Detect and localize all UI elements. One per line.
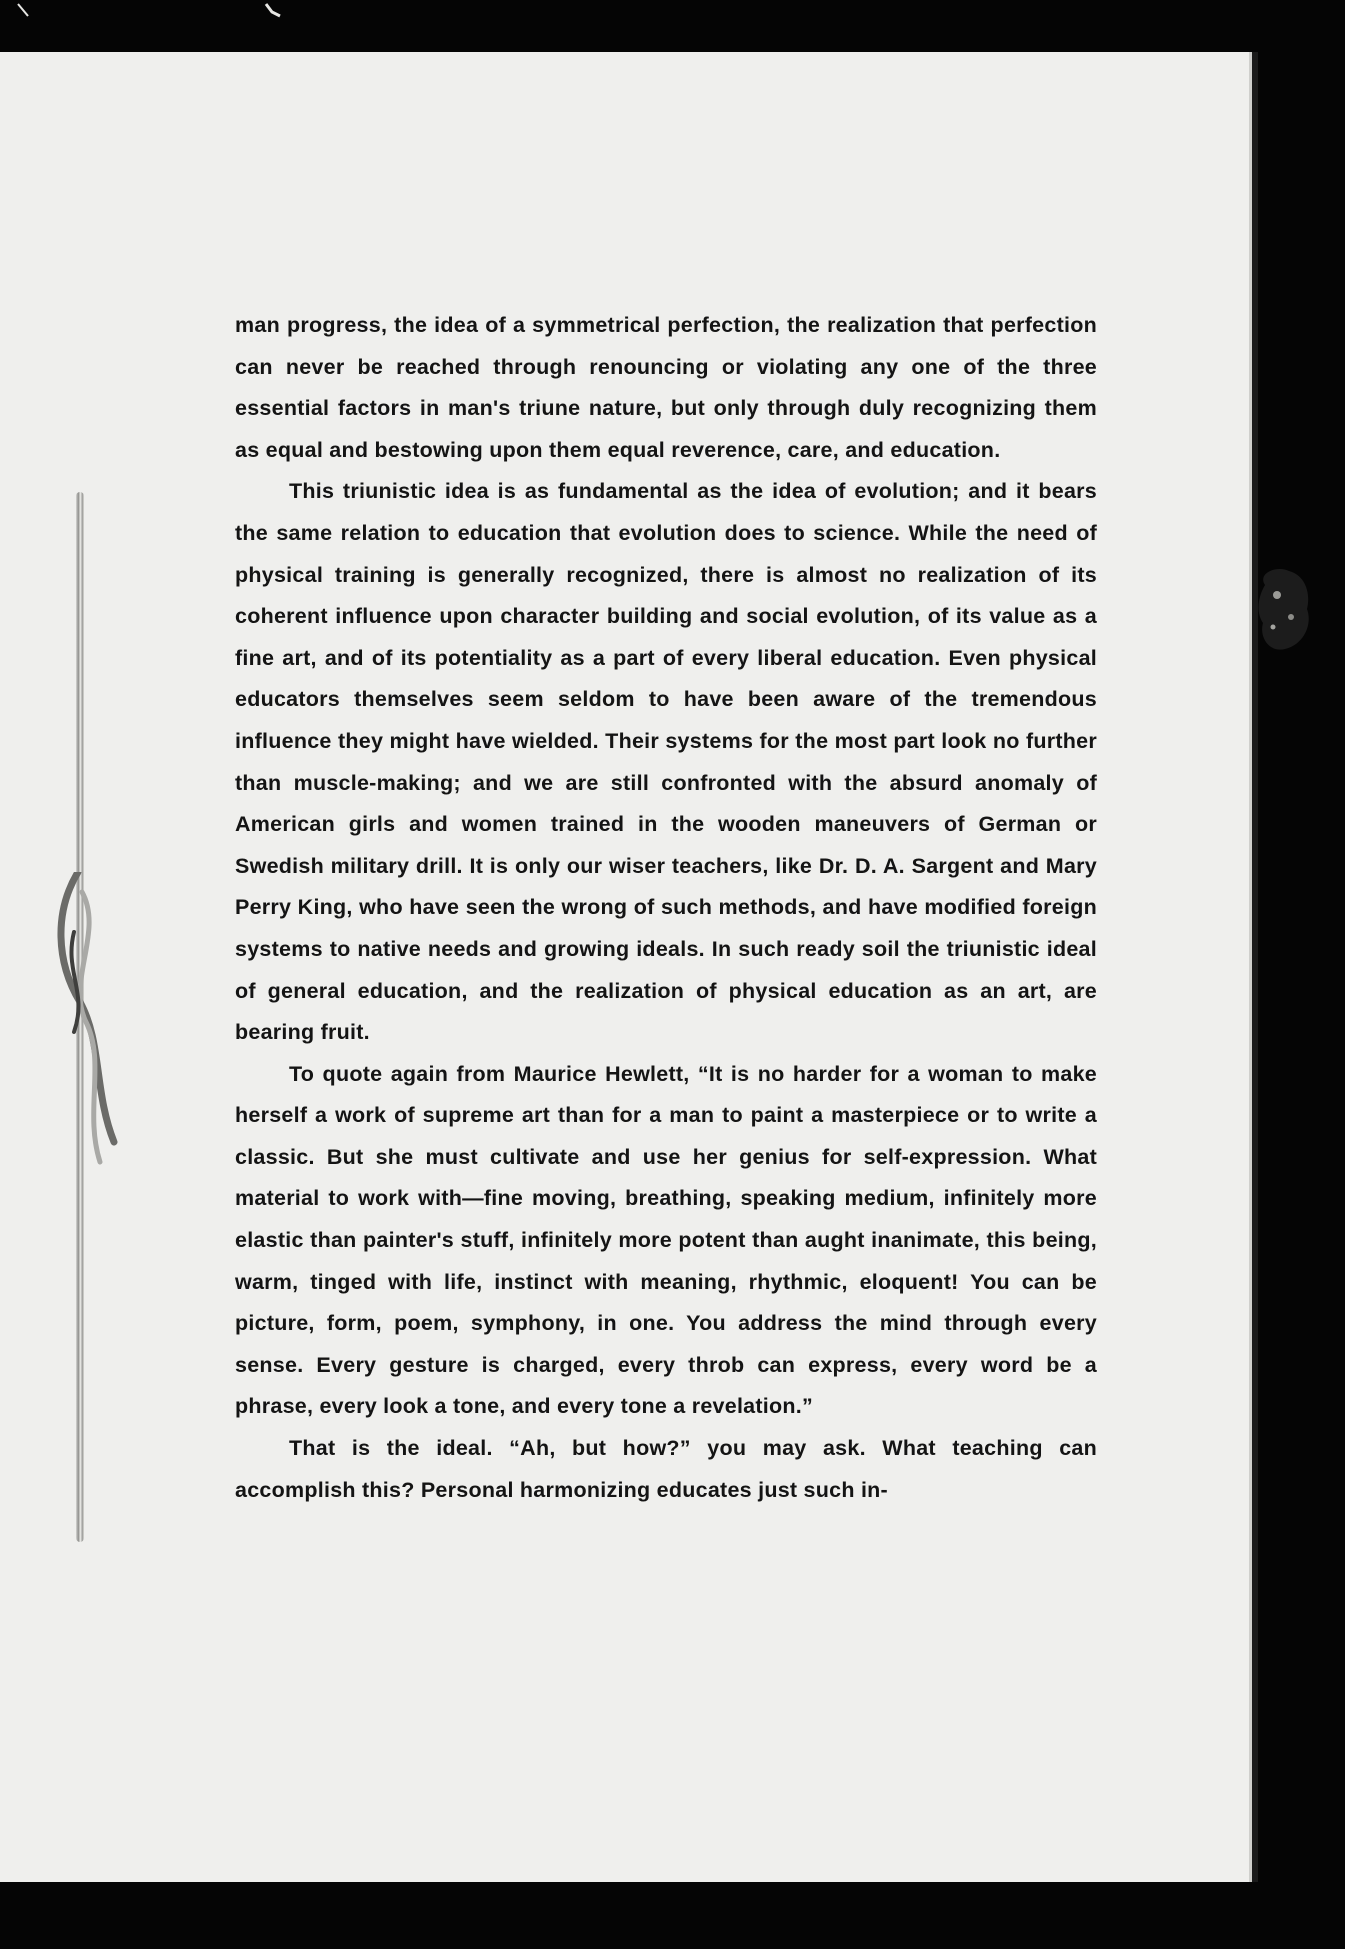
paragraph-2: This triunistic idea is as fundamental as the idea of evolution; and it bears the same relation to education that evolution does to science. While the need of physical training is generally recognized, there is almost no realization of its coherent influence upon character building and social evolution, of its value as a fine art, and of its potentiality as a part of every liberal education. Even physical educators themselves seem seldom to have been aware of the tremendous influence they might have wielded. Their systems for the most part look no further than muscle-making; and we are still confronted with the absurd anomaly of American girls and women trained in the wooden maneuvers of German or Swedish military drill. It is only our wiser teachers, like Dr. D. A. Sargent and Mary Perry King, who have seen the wrong of such methods, and have modified foreign systems to native needs and growing ideals. In such ready soil the triunistic ideal of general education, and the realization of physical education as an art, are bearing fruit. (235, 479, 1097, 1045)
ink-blot (1255, 565, 1313, 655)
paragraph-1: man progress, the idea of a symmetrical perfection, the realization that perfection can never be reached through renouncing or violating any one of the three essential factors in man's triune nature, but only through duly recognizing them as equal and bestowing upon them equal reverence, care, and education. (235, 313, 1097, 462)
scan-mark (16, 2, 38, 20)
page-text (235, 305, 1097, 1511)
scanned-page (0, 52, 1252, 1882)
paragraph-3: To quote again from Maurice Hewlett, “It is no harder for a woman to make herself a work of supreme art than for a man to paint a masterpiece or to write a classic. But she must cultivate and use her genius for self-expression. What material to work with—fine moving, breathing, speaking medium, infinitely more elastic than painter's stuff, infinitely more potent than aught inanimate, this being, warm, tinged with life, instinct with meaning, rhythmic, eloquent! You can be picture, form, poem, symphony, in one. You address the mind through every sense. Every gesture is charged, every throb can express, every word be a phrase, every look a tone, and every tone a revelation.” (235, 1061, 1097, 1419)
binding-knot (44, 872, 124, 1172)
page-edge (1249, 52, 1252, 1882)
scan-mark (262, 2, 284, 20)
paragraph-4: That is the ideal. “Ah, but how?” you may ask. What teaching can accomplish this? Personal harmonizing educates just such in- (235, 1436, 1097, 1502)
